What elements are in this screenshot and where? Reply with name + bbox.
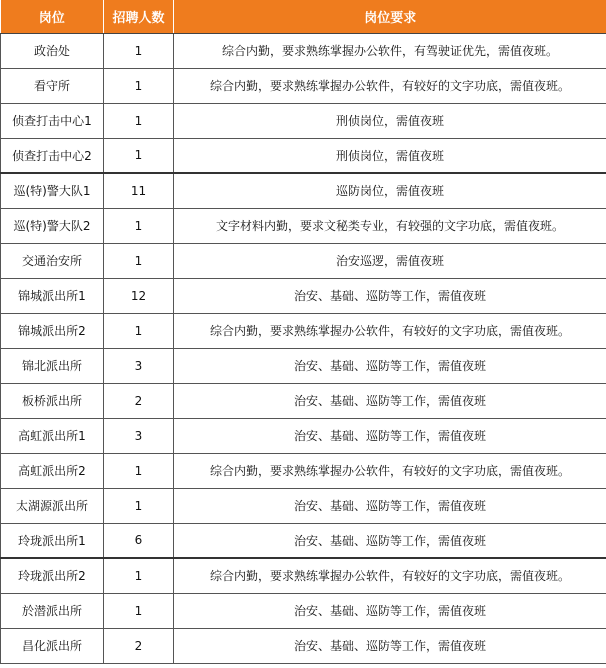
cell-position: 政治处 bbox=[1, 33, 104, 68]
cell-requirement: 刑侦岗位，需值夜班 bbox=[174, 138, 606, 173]
cell-position: 高虹派出所2 bbox=[1, 453, 104, 488]
cell-count: 6 bbox=[104, 523, 174, 558]
table-row bbox=[1, 278, 606, 313]
cell-position: 锦城派出所2 bbox=[1, 313, 104, 348]
cell-requirement: 治安、基础、巡防等工作，需值夜班 bbox=[174, 278, 606, 313]
table-row bbox=[1, 173, 606, 208]
table-row bbox=[1, 348, 606, 383]
cell-count: 12 bbox=[104, 278, 174, 313]
cell-count: 1 bbox=[104, 68, 174, 103]
cell-requirement: 治安、基础、巡防等工作，需值夜班 bbox=[174, 593, 606, 628]
cell-count: 1 bbox=[104, 33, 174, 68]
cell-count: 1 bbox=[104, 138, 174, 173]
cell-count: 1 bbox=[104, 453, 174, 488]
cell-requirement: 综合内勤，要求熟练掌握办公软件，有较好的文字功底，需值夜班。 bbox=[174, 558, 606, 593]
cell-requirement: 治安、基础、巡防等工作，需值夜班 bbox=[174, 628, 606, 663]
table-row bbox=[1, 103, 606, 138]
cell-position: 锦北派出所 bbox=[1, 348, 104, 383]
cell-position: 交通治安所 bbox=[1, 243, 104, 278]
table-row bbox=[1, 488, 606, 523]
cell-count: 1 bbox=[104, 243, 174, 278]
table-header bbox=[1, 0, 606, 33]
cell-count: 1 bbox=[104, 208, 174, 243]
table-row bbox=[1, 558, 606, 593]
table-row bbox=[1, 33, 606, 68]
cell-count: 2 bbox=[104, 628, 174, 663]
table-row bbox=[1, 453, 606, 488]
cell-requirement: 治安、基础、巡防等工作，需值夜班 bbox=[174, 523, 606, 558]
cell-requirement: 巡防岗位，需值夜班 bbox=[174, 173, 606, 208]
cell-position: 高虹派出所1 bbox=[1, 418, 104, 453]
table-row bbox=[1, 418, 606, 453]
cell-position: 巡(特)警大队1 bbox=[1, 173, 104, 208]
cell-position: 昌化派出所 bbox=[1, 628, 104, 663]
cell-requirement: 综合内勤，要求熟练掌握办公软件，有驾驶证优先，需值夜班。 bbox=[174, 33, 606, 68]
table-row bbox=[1, 593, 606, 628]
cell-requirement: 治安、基础、巡防等工作，需值夜班 bbox=[174, 488, 606, 523]
cell-count: 3 bbox=[104, 418, 174, 453]
cell-requirement: 文字材料内勤，要求文秘类专业，有较强的文字功底，需值夜班。 bbox=[174, 208, 606, 243]
cell-requirement: 治安、基础、巡防等工作，需值夜班 bbox=[174, 418, 606, 453]
table-row bbox=[1, 68, 606, 103]
header-requirement: 岗位要求 bbox=[174, 0, 606, 33]
cell-position: 板桥派出所 bbox=[1, 383, 104, 418]
table-row bbox=[1, 138, 606, 173]
cell-position: 玲珑派出所2 bbox=[1, 558, 104, 593]
cell-position: 锦城派出所1 bbox=[1, 278, 104, 313]
cell-count: 1 bbox=[104, 313, 174, 348]
table-row bbox=[1, 208, 606, 243]
table-body bbox=[1, 33, 606, 663]
cell-count: 11 bbox=[104, 173, 174, 208]
cell-count: 1 bbox=[104, 593, 174, 628]
cell-requirement: 治安巡逻，需值夜班 bbox=[174, 243, 606, 278]
cell-count: 1 bbox=[104, 488, 174, 523]
cell-position: 太湖源派出所 bbox=[1, 488, 104, 523]
header-count: 招聘人数 bbox=[104, 0, 174, 33]
cell-position: 看守所 bbox=[1, 68, 104, 103]
header-position: 岗位 bbox=[1, 0, 104, 33]
cell-requirement: 综合内勤，要求熟练掌握办公软件，有较好的文字功底，需值夜班。 bbox=[174, 68, 606, 103]
cell-requirement: 治安、基础、巡防等工作，需值夜班 bbox=[174, 383, 606, 418]
cell-position: 侦查打击中心2 bbox=[1, 138, 104, 173]
table-row bbox=[1, 523, 606, 558]
cell-requirement: 刑侦岗位，需值夜班 bbox=[174, 103, 606, 138]
cell-position: 於潜派出所 bbox=[1, 593, 104, 628]
table-row bbox=[1, 243, 606, 278]
header-row bbox=[1, 0, 606, 33]
cell-position: 侦查打击中心1 bbox=[1, 103, 104, 138]
table-row bbox=[1, 313, 606, 348]
cell-count: 1 bbox=[104, 103, 174, 138]
cell-requirement: 综合内勤，要求熟练掌握办公软件，有较好的文字功底，需值夜班。 bbox=[174, 453, 606, 488]
cell-position: 玲珑派出所1 bbox=[1, 523, 104, 558]
cell-count: 3 bbox=[104, 348, 174, 383]
cell-count: 2 bbox=[104, 383, 174, 418]
table-row bbox=[1, 628, 606, 663]
cell-requirement: 综合内勤，要求熟练掌握办公软件，有较好的文字功底，需值夜班。 bbox=[174, 313, 606, 348]
cell-count: 1 bbox=[104, 558, 174, 593]
table-row bbox=[1, 383, 606, 418]
cell-position: 巡(特)警大队2 bbox=[1, 208, 104, 243]
cell-requirement: 治安、基础、巡防等工作，需值夜班 bbox=[174, 348, 606, 383]
